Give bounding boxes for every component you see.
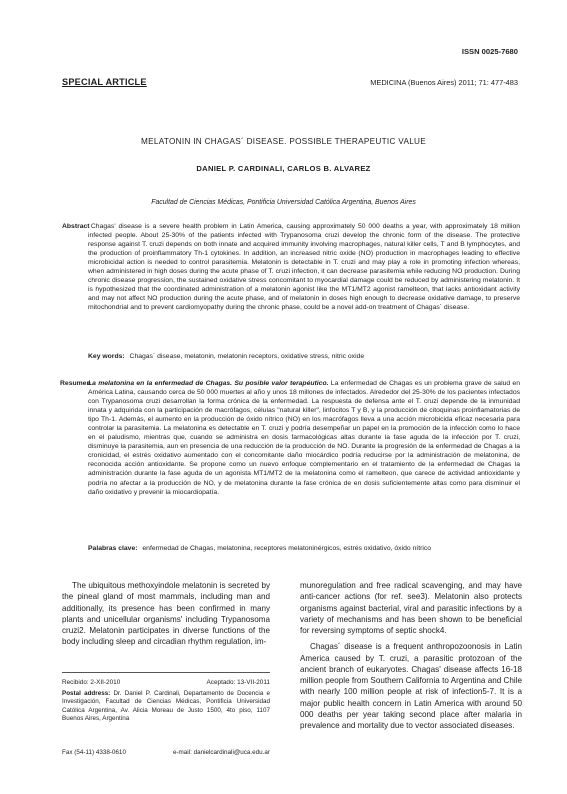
abstract-spanish (60, 379, 520, 497)
postal-address (62, 690, 270, 723)
keywords-text: Chagas´ disease, melatonin, melatonin receptors, oxidative stress, nitric oxide (129, 353, 365, 360)
keywords-english (88, 353, 528, 360)
keywords-label: Key words: (88, 353, 125, 360)
accepted-date: Aceptado: 13-VII-2011 (206, 679, 270, 686)
body-paragraph: The ubiquitous methoxyindole melatonin is secreted by the pineal gland of most mammals, including man and additionally, its presence has been confirmed in many plants and unicellular organisms' including Trypanosoma cruzi2. Melatonin participates in diverse functions of the body including sleep and circadian rhythm regulation, im- (62, 581, 270, 647)
postal-label: Postal address: (62, 690, 111, 697)
dates-line (62, 679, 270, 686)
issn: ISSN 0025-7680 (461, 47, 518, 56)
section-label: SPECIAL ARTICLE (62, 77, 147, 87)
body-paragraph: munoregulation and free radical scavenging, and may have anti-cancer actions (for ref. see3). Melatonin also protects organisms against bacterial, viral and parasitic infections by a variety of mechanisms and has been shown to be beneficial for reversing symptoms of septic shock4. (300, 581, 522, 635)
body-column-right (300, 580, 522, 731)
article-title: MELATONIN IN CHAGAS´ DISEASE. POSSIBLE THERAPEUTIC VALUE (140, 137, 427, 146)
footer-divider (62, 672, 270, 673)
fax-number: Fax (54-11) 4338-0610 (62, 749, 126, 756)
contact-line (62, 749, 270, 756)
resumen-text: La enfermedad de Chagas es un problema grave de salud en América Latina, causando cerca de 50 000 muertes al año y unos 18 millones de infectados. Alrededor del 25-30% de los pacientes infectados con Trypanosoma cruzi desarrollan la forma crónica de la enfermedad. La respuesta de defensa ante el T. cruzi depende de la inmunidad innata y adquirida con la participación de macrófagos, células "natural killer", linfocitos T y B, y la producción de citoquinas proinflamatorias de tipo Th-1. Además, el aumento en la producción de óxido nítrico (NO) en los macrófagos lleva a una acción microbicida eficaz necesaria para controlar la parasitemia. La melatonina es detectable en T. cruzi y podría desempeñar un papel en la promoción de la infección como lo hace en el paludismo, mientras que, cuando se administra en dosis farmacológicas altas durante la fase aguda de la infección por T. cruzi, disminuye la parasitemia, aun en presencia de una reducción de la producción de NO. Durante la progresión de la enfermedad de Chagas a la cronicidad, el estrés oxidativo aumentado con el concomitante daño miocárdico podría reducirse por la administración de melatonina, de reconocida acción antioxidante. Se propone como un nuevo enfoque complementario en el tratamiento de la enfermedad de Chagas la administración durante la fase aguda de un agonista MT1/MT2 de la melatonina como el ramelteon, que carece de actividad antioxidante y podría no afectar a la producción de NO, y de melatonina durante la fase crónica de en dosis suficientemente altas como para disminuir el daño oxidativo y prevenir la miocardiopatía. (88, 380, 520, 496)
received-date: Recibido: 2-XII-2010 (62, 679, 121, 686)
article-affiliation: Facultad de Ciencias Médicas, Pontificia Universidad Católica Argentina, Buenos Aires (151, 199, 416, 206)
palabras-clave-text: enfermedad de Chagas, melatonina, receptores melatoninérgicos, estrés oxidativo, óxido nítrico (142, 545, 432, 552)
palabras-clave-label: Palabras clave: (88, 545, 138, 552)
keywords-spanish (88, 545, 528, 552)
body-column-left (62, 580, 270, 648)
resumen-title: La melatonina en la enfermedad de Chagas. Su posible valor terapéutico. (88, 380, 329, 387)
resumen-label: Resumen (60, 380, 91, 387)
journal-reference: MEDICINA (Buenos Aires) 2011; 71: 477-483 (370, 78, 518, 87)
postal-text: Dr. Daniel P. Cardinali, Departamento de Docencia e Investigación, Facultad de Ciencias Médicas, Pontificia Universidad Católica Argentina, Av. Alicia Moreau de Justo 1500, 4to piso, 1107 Buenos Aires, Argentina (62, 690, 270, 722)
abstract-label: Abstract (62, 223, 90, 230)
email-address: e-mail: danielcardinali@uca.edu.ar (172, 749, 270, 756)
abstract-english (62, 222, 521, 312)
article-authors: DANIEL P. CARDINALI, CARLOS B. ALVAREZ (196, 164, 371, 173)
abstract-text: Chagas' disease is a severe health problem in Latin America, causing approximately 50 000 deaths a year, with approximately 18 million infected people. About 25-30% of the patients infected with Trypanosoma cruzi develop the chronic form of the disease. The protective response against T. cruzi depends on both innate and acquired immunity involving macrophages, natural killer cells, T and B lymphocytes, and the production of proinflammatory Th-1 cytokines. In addition, an increased nitric oxide (NO) production in macrophages leading to effective microbicidal action is needed to control parasitemia. Melatonin is detectable in T. cruzi and may play a role in promoting infection whereas, when administered in high doses during the acute phase of T. cruzi infection, it can decrease parasitemia while reducing NO production. During chronic disease progression, the sustained oxidative stress concomitant to myocardial damage could be reduced by administering melatonin. It is hypothesized that the coordinated administration of a melatonin agonist like the MT1/MT2 agonist ramelteon, that lacks antioxidant activity and may not affect NO production during the acute phase, and of melatonin in doses high enough to decrease oxidative damage, to preserve mitochondrial and to prevent cardiomyopathy during the chronic phase, could be a novel add-on treatment of Chagas´ disease. (88, 223, 521, 312)
body-paragraph: Chagas´ disease is a frequent anthropozoonosis in Latin America caused by T. cruzi, a parasitic protozoan of the ancient branch of eukaryotes. Chagas' disease affects 16-18 million people from Southern California to Argentina and Chile with nearly 100 million people at risk of infection5-7. It is a major public health concern in Latin America with around 50 000 deaths per year taking second place after malaria in prevalence and mortality due to vector associated diseases. (300, 642, 522, 730)
